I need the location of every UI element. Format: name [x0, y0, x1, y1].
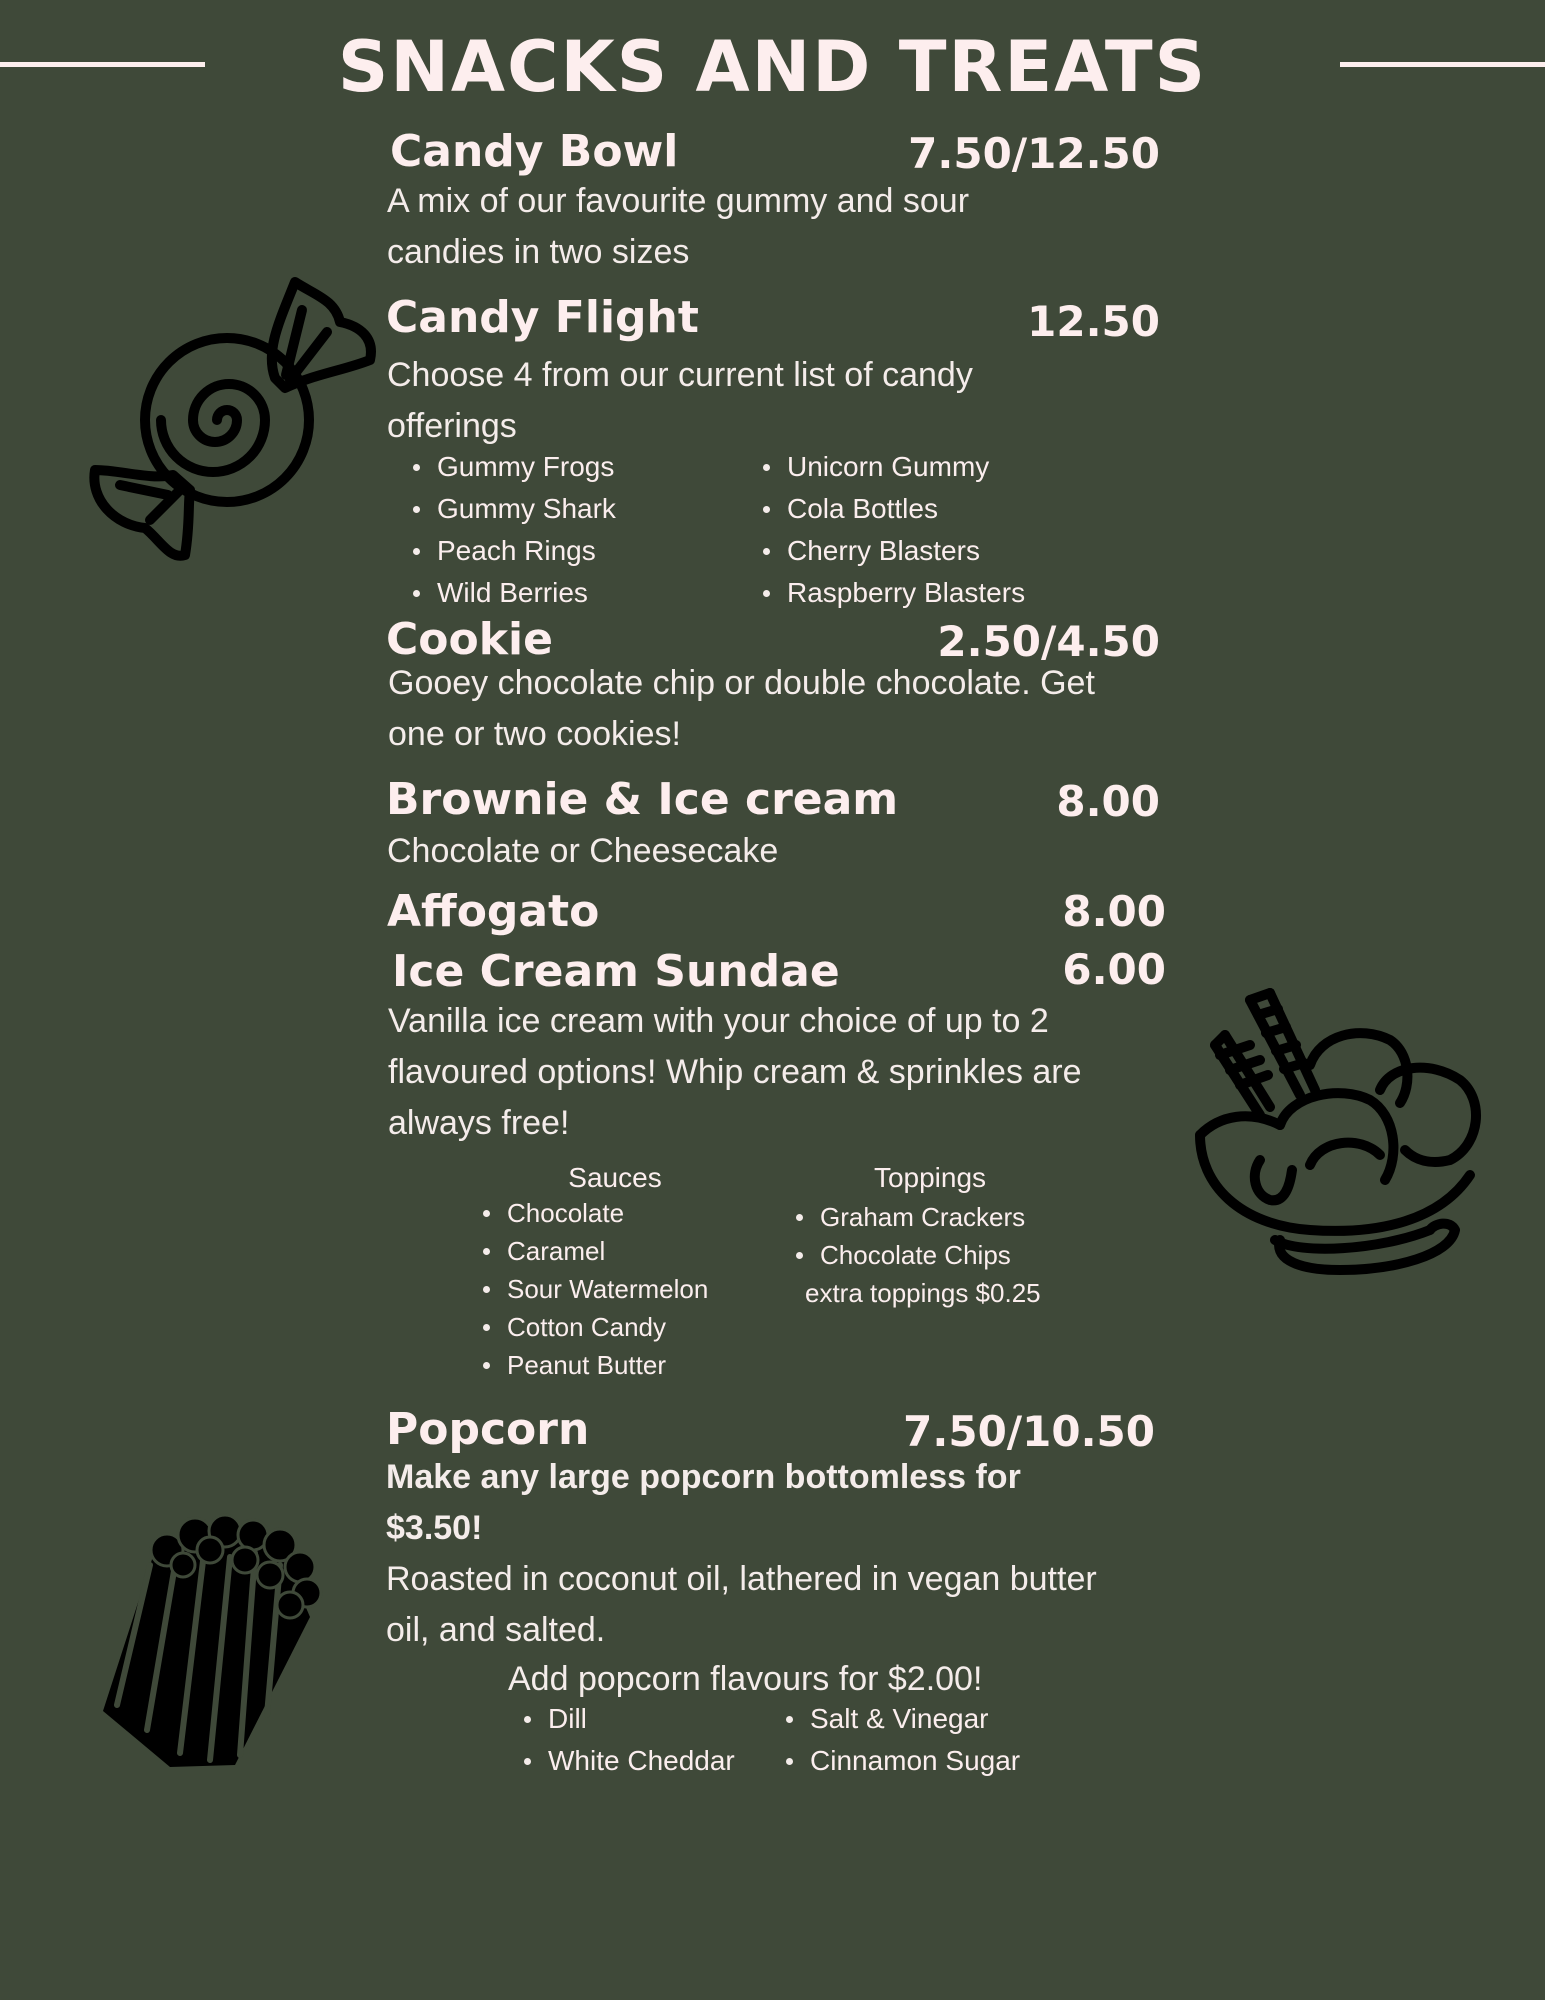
popcorn-promo: Make any large popcorn bottomless for $3.50!: [386, 1458, 1021, 1547]
list-item: Cotton Candy: [477, 1308, 708, 1346]
ice-cream-bowl-icon: [1180, 985, 1500, 1345]
toppings-heading: Toppings: [873, 1162, 987, 1193]
popcorn-flavours-left: [518, 1698, 735, 1782]
list-item: Caramel: [477, 1232, 708, 1270]
popcorn-flavours-right: [780, 1698, 1020, 1782]
item-description-popcorn: Roasted in coconut oil, lathered in vegan butter oil, and salted.: [386, 1560, 1097, 1649]
item-price-cookie: 2.50/4.50: [937, 617, 1160, 666]
item-price-popcorn: 7.50/10.50: [903, 1407, 1155, 1456]
item-description-candy-flight: Choose 4 from our current list of candy offerings: [387, 356, 973, 445]
item-price-candy-flight: 12.50: [1027, 297, 1160, 346]
item-description-brownie: Chocolate or Cheesecake: [387, 832, 779, 870]
toppings-note: extra toppings $0.25: [805, 1278, 1041, 1308]
item-price-affogato: 8.00: [1062, 887, 1166, 936]
item-price-candy-bowl: 7.50/12.50: [908, 129, 1160, 178]
list-item: Graham Crackers: [790, 1198, 1025, 1236]
list-item: Dill: [518, 1698, 735, 1740]
item-name-brownie: Brownie & Ice cream: [386, 774, 899, 825]
item-description-candy-bowl: A mix of our favourite gummy and sour candies in two sizes: [387, 182, 970, 271]
list-item: Cola Bottles: [757, 488, 1025, 530]
page-title: SNACKS AND TREATS: [337, 26, 1208, 108]
item-description-sundae: Vanilla ice cream with your choice of up to 2 flavoured options! Whip cream & sprinkles are always free!: [388, 1002, 1082, 1142]
list-item: Sour Watermelon: [477, 1270, 708, 1308]
item-price-sundae: 6.00: [1062, 945, 1166, 994]
candy-flight-options-right: [757, 446, 1025, 614]
list-item: Peanut Butter: [477, 1346, 708, 1384]
item-name-candy-bowl: Candy Bowl: [390, 126, 679, 177]
sauces-heading: Sauces: [568, 1162, 662, 1193]
item-description-cookie: Gooey chocolate chip or double chocolate. Get one or two cookies!: [388, 664, 1095, 753]
title-rule-right: [1340, 62, 1545, 67]
item-price-brownie: 8.00: [1056, 777, 1160, 826]
candy-icon: [80, 270, 380, 570]
toppings-list: [790, 1198, 1025, 1274]
sauces-list: [477, 1194, 708, 1384]
popcorn-icon: [95, 1505, 325, 1775]
item-name-affogato: Affogato: [387, 886, 600, 937]
list-item: Raspberry Blasters: [757, 572, 1025, 614]
list-item: Cinnamon Sugar: [780, 1740, 1020, 1782]
item-name-sundae: Ice Cream Sundae: [392, 946, 840, 997]
list-item: Gummy Frogs: [407, 446, 616, 488]
list-item: Peach Rings: [407, 530, 616, 572]
list-item: Unicorn Gummy: [757, 446, 1025, 488]
list-item: White Cheddar: [518, 1740, 735, 1782]
popcorn-flavours-heading: Add popcorn flavours for $2.00!: [508, 1660, 983, 1698]
item-name-popcorn: Popcorn: [386, 1404, 590, 1455]
list-item: Gummy Shark: [407, 488, 616, 530]
list-item: Cherry Blasters: [757, 530, 1025, 572]
item-name-candy-flight: Candy Flight: [386, 292, 699, 343]
candy-flight-options-left: [407, 446, 616, 614]
list-item: Chocolate Chips: [790, 1236, 1025, 1274]
list-item: Salt & Vinegar: [780, 1698, 1020, 1740]
list-item: Wild Berries: [407, 572, 616, 614]
list-item: Chocolate: [477, 1194, 708, 1232]
item-name-cookie: Cookie: [386, 614, 553, 665]
